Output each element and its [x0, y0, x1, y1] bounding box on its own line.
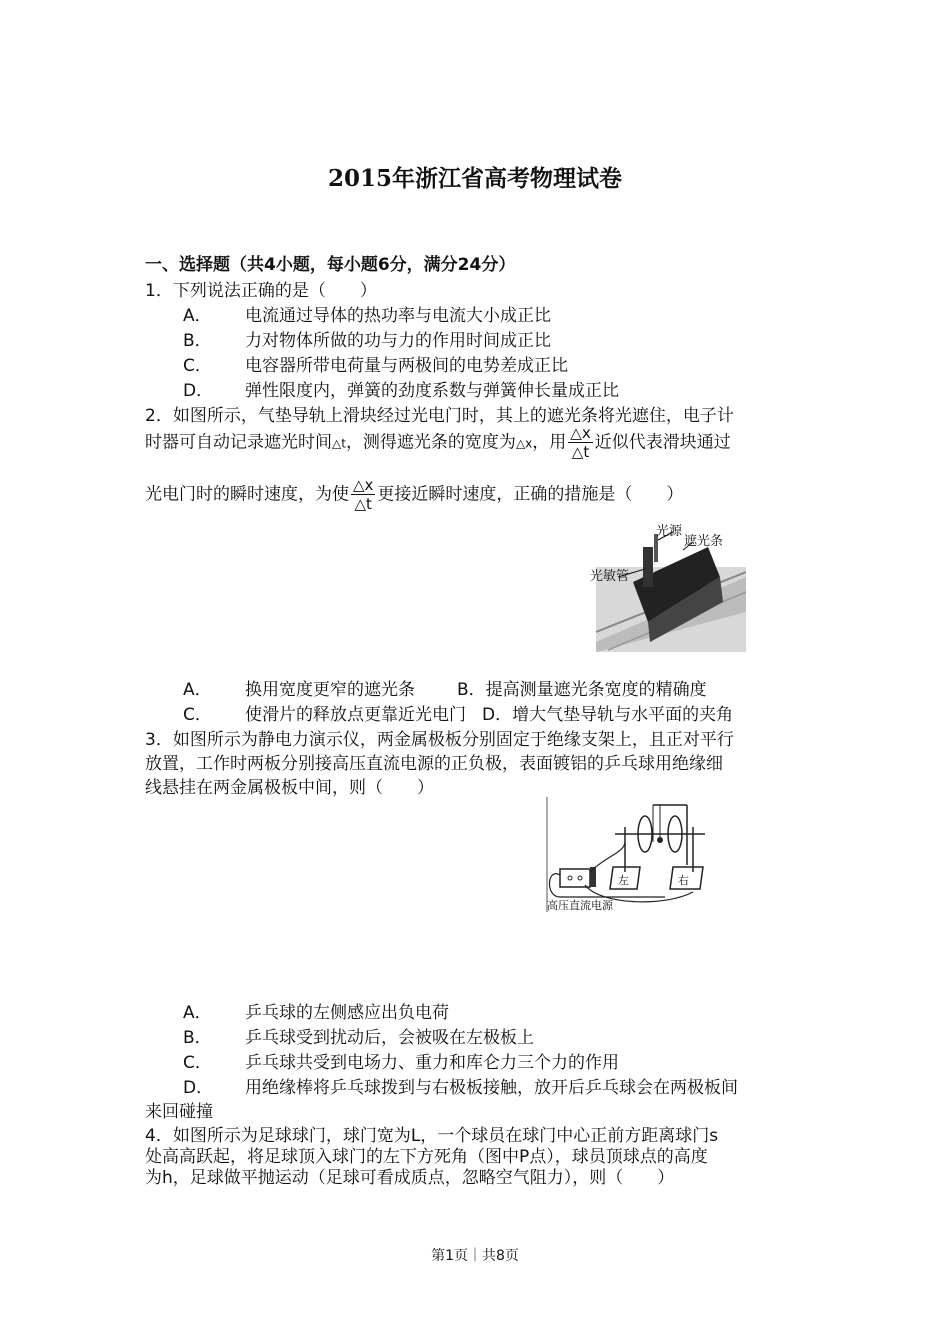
fraction-dx-dt: $\frac{\triangle x}{\triangle t}$: [570, 424, 591, 461]
q1-option-c: C． 电容器所带电荷量与两极间的电势差成正比: [183, 356, 568, 376]
q1-option-a: A． 电流通过导体的热功率与电流大小成正比: [183, 306, 551, 326]
page-title: 2015年浙江省高考物理试卷: [327, 165, 622, 192]
label-light-source: 光源: [656, 524, 683, 539]
q1-option-b: B． 力对物体所做的功与力的作用时间成正比: [183, 331, 551, 351]
q3-option-d-cont: 来回碰撞: [145, 1102, 213, 1122]
q2-option-a-b: A． 换用宽度更窄的遮光条 B．提高测量遮光条宽度的精确度: [183, 680, 707, 700]
fraction-dx-dt-2: $\frac{\triangle x}{\triangle t}$: [353, 476, 374, 513]
q2-option-c-d: C． 使滑片的释放点更靠近光电门 D．增大气垫导轨与水平面的夹角: [183, 705, 734, 725]
air-track-figure: [588, 522, 746, 652]
q3-line2: 放置，工作时两板分别接高压直流电源的正负极，表面镀铝的乒乓球用绝缘细: [145, 754, 723, 774]
q2-line1: 2．如图所示，气垫导轨上滑块经过光电门时，其上的遮光条将光遮住，电子计: [145, 406, 734, 426]
q3-option-b: B． 乒乓球受到扰动后，会被吸在左极板上: [183, 1028, 534, 1048]
q3-option-a: A． 乒乓球的左侧感应出负电荷: [183, 1003, 449, 1023]
label-photo-tube: 光敏管: [590, 569, 630, 584]
label-hv-source: 高压直流电源: [547, 899, 613, 912]
q1-option-d: D． 弹性限度内，弹簧的劲度系数与弹簧伸长量成正比: [183, 381, 619, 401]
label-right: 右: [678, 874, 689, 887]
q4-line2: 处高高跃起，将足球顶入球门的左下方死角（图中P点），球员顶球点的高度: [145, 1147, 708, 1167]
q4-line3: 为h，足球做平抛运动（足球可看成质点，忽略空气阻力），则（ ）: [145, 1168, 675, 1188]
q2-line2: 时器可自动记录遮光时间△t，测得遮光条的宽度为△x，用 $\frac{\triangle x}{\triangle t}$ 近似代表滑块通过: [145, 424, 731, 461]
q1-stem: 1．下列说法正确的是（ ）: [145, 281, 377, 301]
label-left: 左: [618, 874, 629, 887]
page-footer: 第1页｜共8页: [431, 1248, 519, 1264]
section-heading: 一、选择题（共4小题，每小题6分，满分24分）: [145, 255, 516, 275]
q3-line3: 线悬挂在两金属极板中间，则（ ）: [145, 778, 434, 798]
q3-option-d: D． 用绝缘棒将乒乓球拨到与右极板接触，放开后乒乓球会在两极板间: [183, 1078, 738, 1098]
label-strip: 遮光条: [684, 534, 724, 549]
q3-option-c: C． 乒乓球共受到电场力、重力和库仑力三个力的作用: [183, 1053, 619, 1073]
q2-line3: 光电门时的瞬时速度，为使 $\frac{\triangle x}{\triangle t}$ 更接近瞬时速度，正确的措施是（ ）: [145, 476, 684, 513]
electrostatic-figure: [545, 797, 720, 915]
q4-line1: 4．如图所示为足球球门，球门宽为L，一个球员在球门中心正前方距离球门s: [145, 1126, 719, 1146]
q3-line1: 3．如图所示为静电力演示仪，两金属极板分别固定于绝缘支架上，且正对平行: [145, 730, 734, 750]
